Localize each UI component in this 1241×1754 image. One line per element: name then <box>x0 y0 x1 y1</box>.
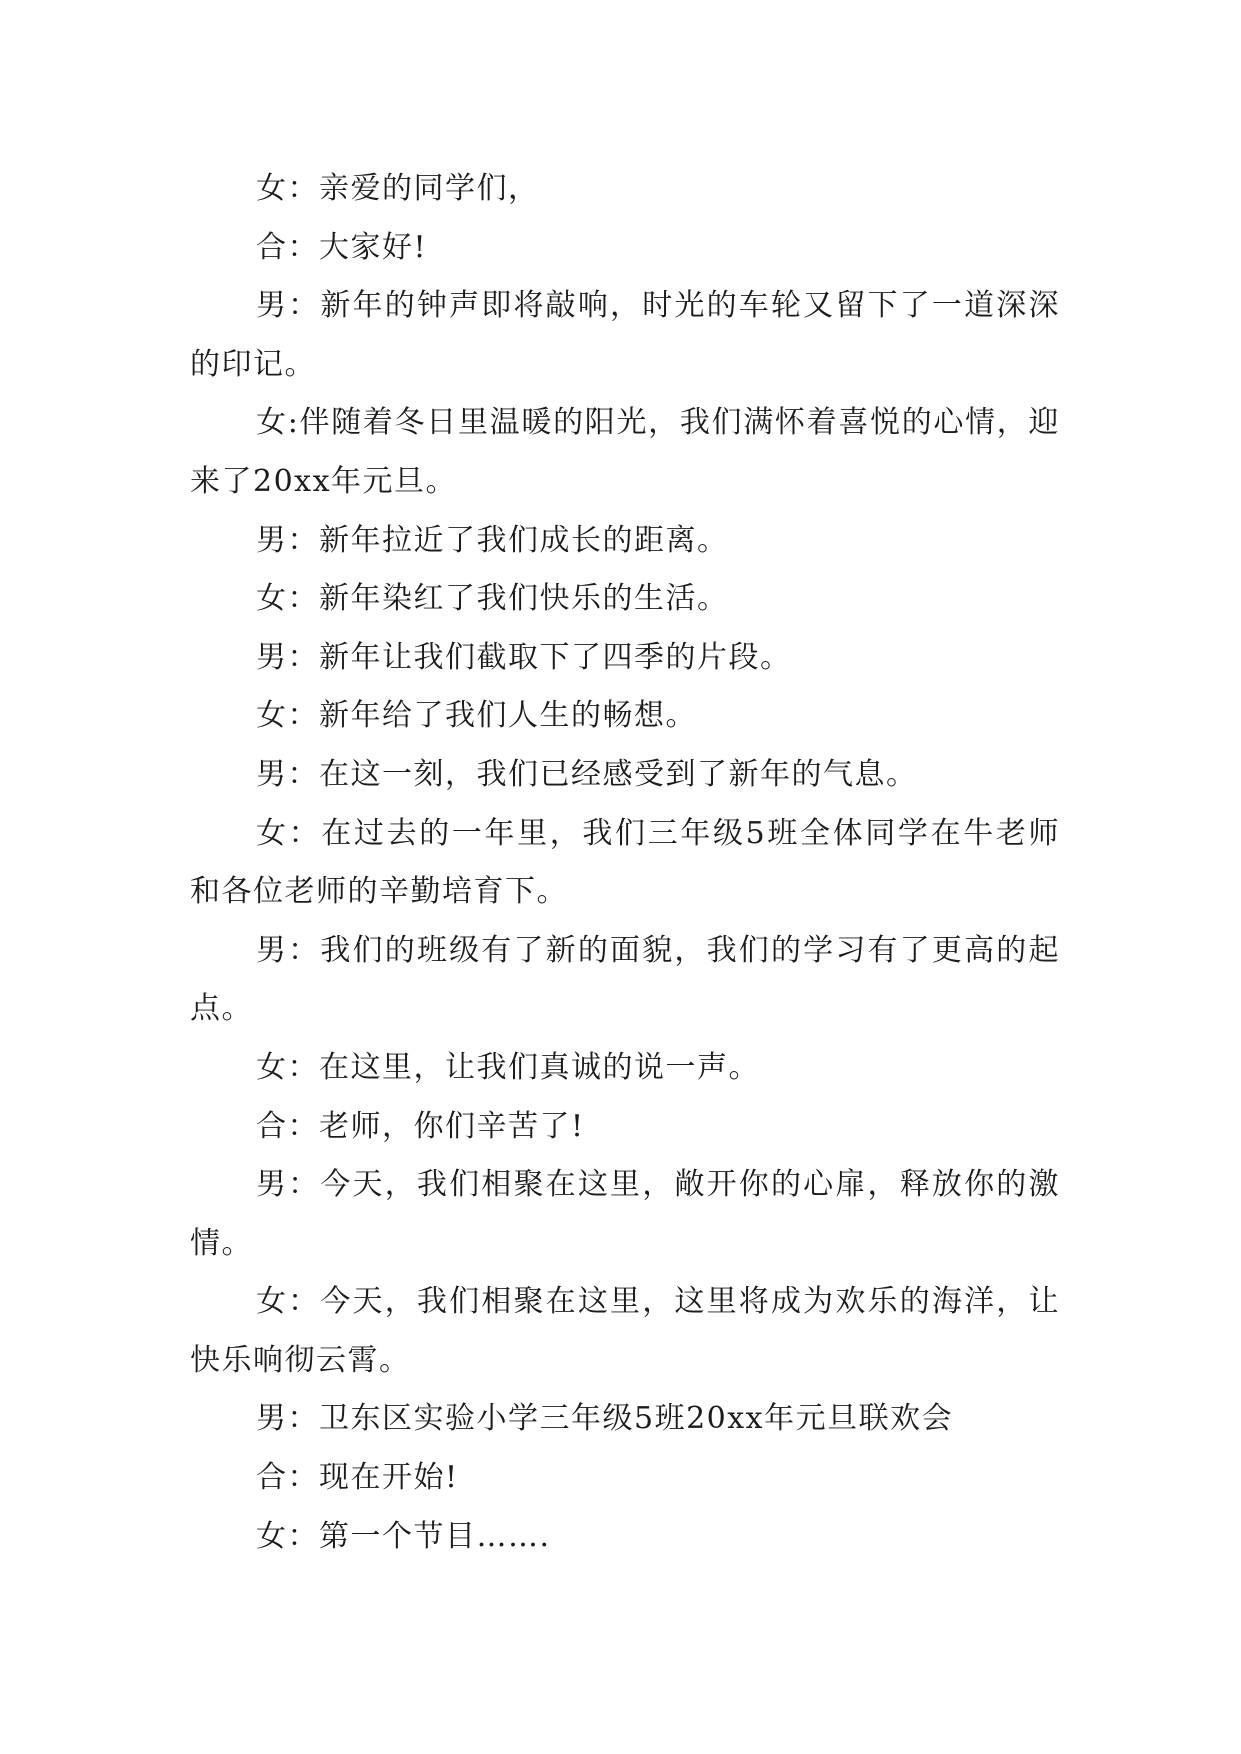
paragraph-8: 女：新年给了我们人生的畅想。 <box>256 698 697 734</box>
paragraph-17: 合：现在开始! <box>256 1460 459 1496</box>
paragraph-4: 女:伴随着冬日里温暖的阳光，我们满怀着喜悦的心情，迎来了20xx年元旦。 <box>190 405 1060 499</box>
paragraph-5: 男：新年拉近了我们成长的距离。 <box>256 522 729 558</box>
paragraph-12: 女：在这里，让我们真诚的说一声。 <box>256 1049 760 1085</box>
paragraph-3: 男：新年的钟声即将敲响，时光的车轮又留下了一道深深的印记。 <box>190 288 1060 382</box>
document-body <box>190 160 1060 1566</box>
paragraph-14: 男：今天，我们相聚在这里，敞开你的心扉，释放你的激情。 <box>190 1167 1060 1261</box>
paragraph-10: 女：在过去的一年里，我们三年级5班全体同学在牛老师和各位老师的辛勤培育下。 <box>190 815 1060 910</box>
paragraph-18: 女：第一个节目……. <box>256 1518 551 1554</box>
paragraph-15: 女：今天，我们相聚在这里，这里将成为欢乐的海洋，让快乐响彻云霄。 <box>190 1284 1060 1378</box>
paragraph-11: 男：我们的班级有了新的面貌，我们的学习有了更高的起点。 <box>190 932 1060 1027</box>
paragraph-9: 男：在这一刻，我们已经感受到了新年的气息。 <box>256 756 918 792</box>
paragraph-2: 合：大家好! <box>256 229 428 265</box>
paragraph-13: 合：老师，你们辛苦了! <box>256 1108 585 1144</box>
paragraph-6: 女：新年染红了我们快乐的生活。 <box>256 581 729 617</box>
paragraph-16: 男：卫东区实验小学三年级5班20xx年元旦联欢会 <box>256 1401 954 1437</box>
paragraph-1: 女：亲爱的同学们， <box>256 171 540 206</box>
paragraph-7: 男：新年让我们截取下了四季的片段。 <box>256 639 792 675</box>
